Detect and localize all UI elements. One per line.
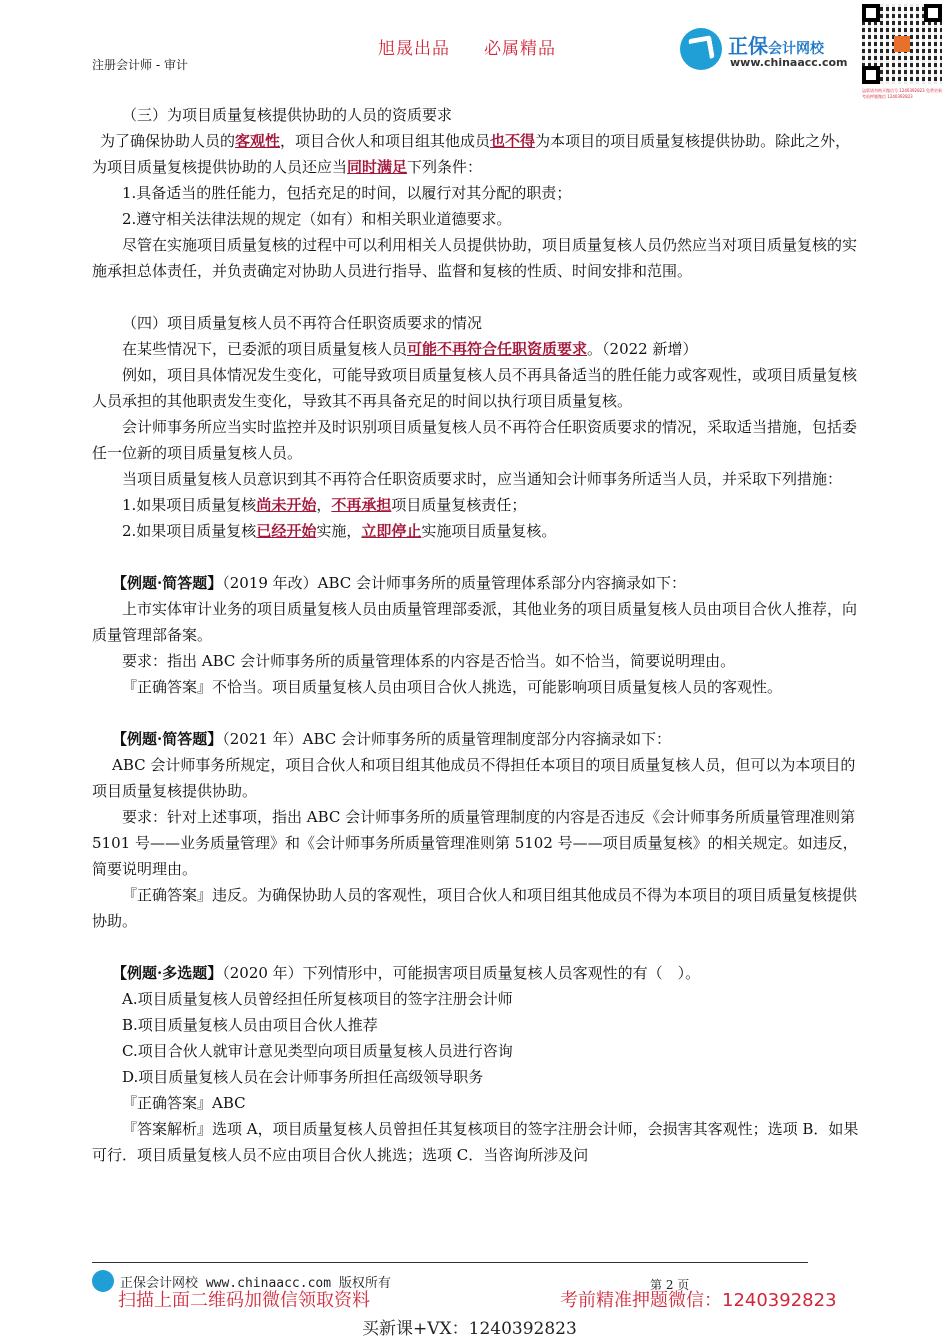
- section4-item1: 1.如果项目质量复核尚未开始，不再承担项目质量复核责任；: [122, 496, 527, 514]
- section4-item2: 2.如果项目质量复核已经开始实施，立即停止实施项目质量复核。: [122, 522, 557, 540]
- example1-requirement: 要求：指出 ABC 会计师事务所的质量管理体系的内容是否恰当。如不恰当，简要说明理由。: [122, 652, 736, 670]
- section4-para4: 当项目质量复核人员意识到其不再符合任职资质要求时，应当通知会计师事务所适当人员，并采取下列措施：: [122, 470, 843, 488]
- qr-caption: 盗版请勿购买微信号 1240392823 免费更新 考前押题微信 1240392823: [862, 88, 942, 99]
- section3-item2: 2.遵守相关法律法规的规定（如有）和相关职业道德要求。: [122, 210, 512, 228]
- page-number: 第 2 页: [650, 1278, 690, 1292]
- example3-analysis: 『答案解析』选项 A，项目质量复核人员曾担任其复核项目的签字注册会计师，会损害其客观性；选项 B．如果可行．项目质量复核人员不应由项目合伙人挑选；选项 C．当咨询所涉及问: [92, 1120, 859, 1164]
- example3-intro: 【例题·多选题】（2020 年）下列情形中，可能损害项目质量复核人员客观性的有（ ）。: [112, 964, 701, 982]
- document-body: [92, 102, 862, 1168]
- example3-label: 【例题·多选题】: [112, 964, 223, 982]
- example2-answer: 『正确答案』违反。为确保协助人员的客观性，项目合伙人和项目组其他成员不得为本项目的项目质量复核提供协助。: [92, 886, 858, 930]
- logo-name: 正保会计网校: [728, 34, 824, 58]
- example1-intro: 【例题·简答题】（2019 年改）ABC 会计师事务所的质量管理体系部分内容摘录如下：: [112, 574, 687, 592]
- example1-para1: 上市实体审计业务的项目质量复核人员由质量管理部委派，其他业务的项目质量复核人员由项目合伙人推荐，向质量管理部备案。: [92, 600, 858, 644]
- example2-requirement: 要求：针对上述事项，指出 ABC 会计师事务所的质量管理制度的内容是否违反《会计师事务所质量管理准则第 5101 号——业务质量管理》和《会计师事务所质量管理准则第 5102 号——项目质量复核》的相关规定。如违反，简要说明理由。: [92, 808, 858, 878]
- section4-para2: 例如，项目具体情况发生变化，可能导致项目质量复核人员不再具备适当的胜任能力或客观性，或项目质量复核人员承担的其他职责发生变化，导致其不再具备充足的时间以执行项目质量复核。: [92, 366, 858, 410]
- promo-left: 旭晟出品: [378, 39, 450, 59]
- section3-para1: 为了确保协助人员的客观性，项目合伙人和项目组其他成员也不得为本项目的项目质量复核提供协助。除此之外，为项目质量复核提供协助的人员还应当同时满足下列条件：: [92, 132, 851, 176]
- example3-option-a: A.项目质量复核人员曾经担任所复核项目的签字注册会计师: [122, 990, 513, 1008]
- example2-para1: ABC 会计师事务所规定，项目合伙人和项目组其他成员不得担任本项目的项目质量复核人员，但可以为本项目的项目质量复核提供协助。: [92, 756, 856, 800]
- qr-finder-icon: [862, 4, 880, 22]
- example3-option-b: B.项目质量复核人员由项目合伙人推荐: [122, 1016, 378, 1034]
- section3-title: （三）为项目质量复核提供协助的人员的资质要求: [122, 106, 453, 124]
- section3-para2: 尽管在实施项目质量复核的过程中可以利用相关人员提供协助，项目质量复核人员仍然应当对项目质量复核的实施承担总体责任，并负责确定对协助人员进行指导、监督和复核的性质、时间安排和范围。: [92, 236, 858, 280]
- footer-buy-note: 买新课+VX：1240392823: [362, 1319, 577, 1339]
- header-promo: [378, 34, 590, 59]
- section3-item1: 1.具备适当的胜任能力，包括充足的时间，以履行对其分配的职责；: [122, 184, 572, 202]
- example2-intro: 【例题·简答题】（2021 年）ABC 会计师事务所的质量管理制度部分内容摘录如下：: [112, 730, 672, 748]
- logo-mark-icon: [680, 28, 722, 70]
- example3-option-c: C.项目合伙人就审计意见类型向项目质量复核人员进行咨询: [122, 1042, 513, 1060]
- example2-label: 【例题·简答题】: [112, 730, 223, 748]
- example1-answer: 『正确答案』不恰当。项目质量复核人员由项目合伙人挑选，可能影响项目质量复核人员的客观性。: [122, 678, 783, 696]
- example3-option-d: D.项目质量复核人员在会计师事务所担任高级领导职务: [122, 1068, 484, 1086]
- footer-logo-icon: [92, 1270, 114, 1292]
- section4-para1: 在某些情况下，已委派的项目质量复核人员可能不再符合任职资质要求。（2022 新增）: [122, 340, 698, 358]
- section4-title: （四）项目质量复核人员不再符合任职资质要求的情况: [122, 314, 483, 332]
- footer-divider: [92, 1262, 808, 1263]
- promo-right: 必属精品: [484, 39, 556, 59]
- footer-wechat-note: 考前精准押题微信：1240392823: [560, 1290, 837, 1311]
- qr-finder-icon: [924, 4, 942, 22]
- chinaacc-logo[interactable]: [680, 28, 860, 74]
- qr-center-badge-icon: [894, 36, 910, 52]
- footer-copyright: 正保会计网校 www.chinaacc.com 版权所有: [120, 1276, 391, 1291]
- logo-url: www.chinaacc.com: [730, 56, 848, 69]
- footer-scan-note: 扫描上面二维码加微信领取资料: [118, 1290, 370, 1311]
- qr-finder-icon: [862, 66, 880, 84]
- header-subject: 注册会计师 - 审计: [92, 58, 188, 72]
- example1-label: 【例题·简答题】: [112, 574, 223, 592]
- example3-answer: 『正确答案』ABC: [122, 1094, 246, 1112]
- section4-para3: 会计师事务所应当实时监控并及时识别项目质量复核人员不再符合任职资质要求的情况，采取适当措施，包括委任一位新的项目质量复核人员。: [92, 418, 858, 462]
